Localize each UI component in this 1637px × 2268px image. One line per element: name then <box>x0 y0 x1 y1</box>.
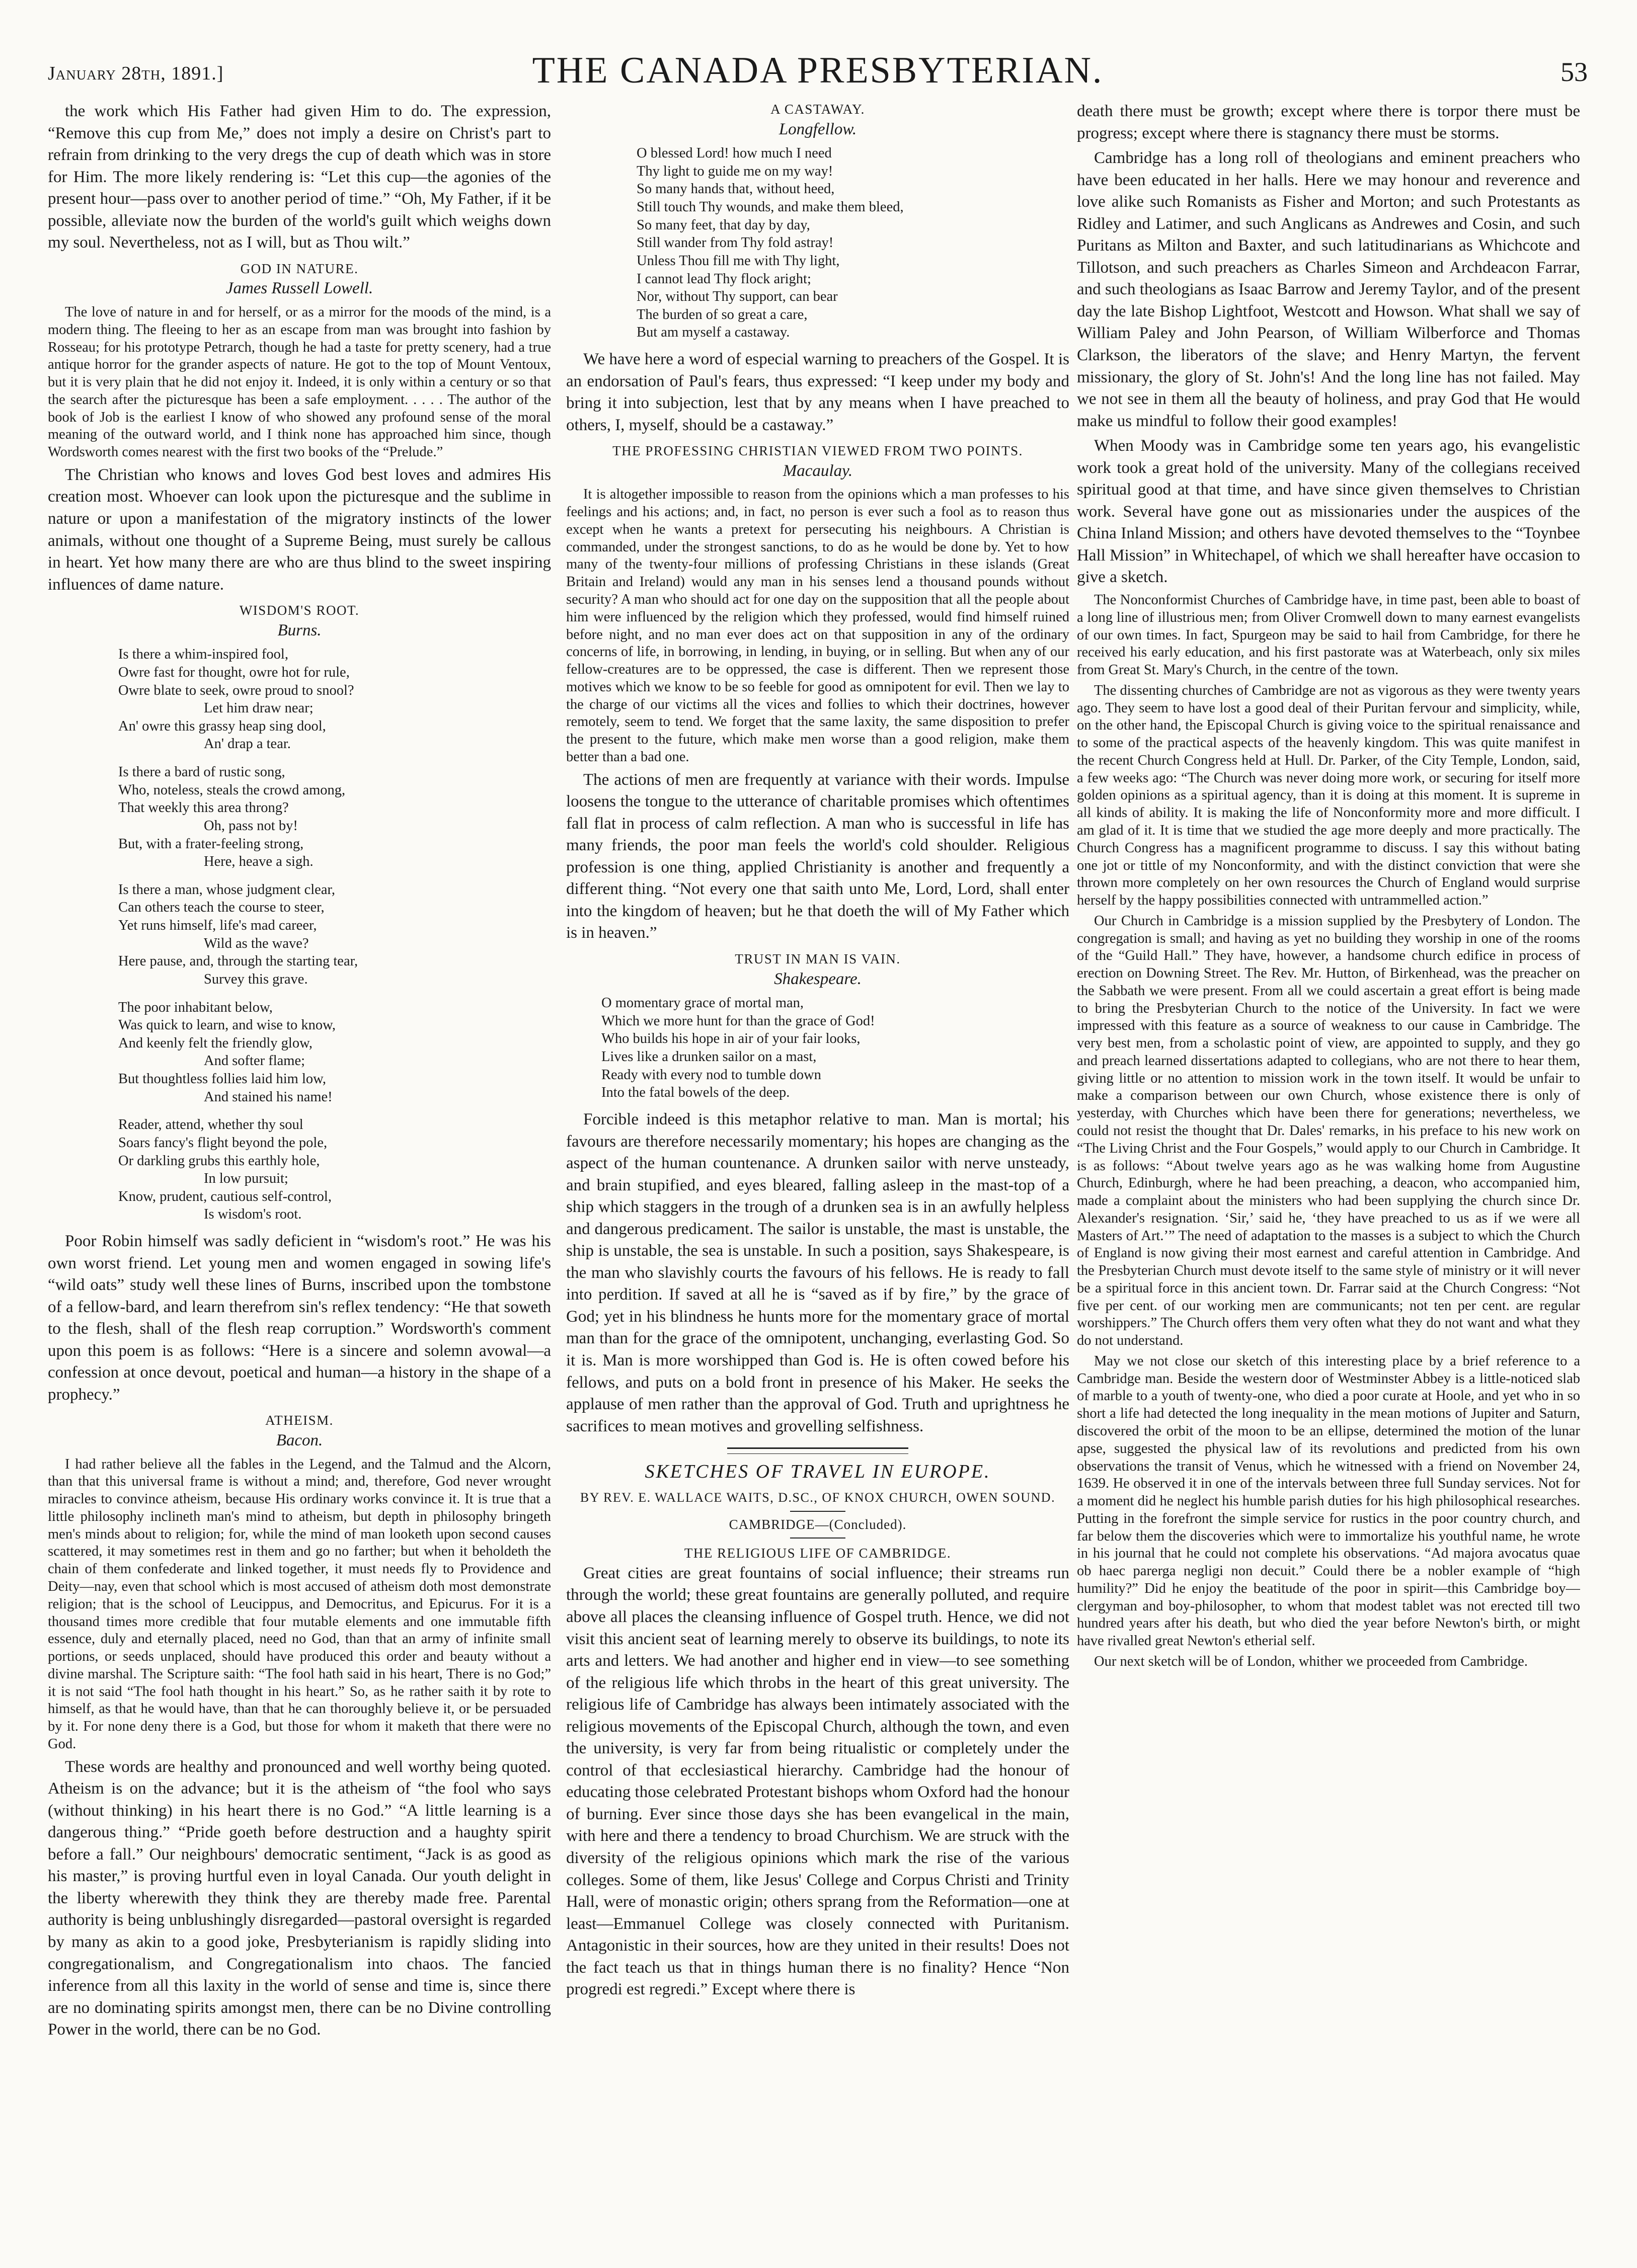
poem-line: Is there a man, whose judgment clear, <box>118 881 335 898</box>
article-paragraph: The Nonconformist Churches of Cambridge have, in time past, been able to boast of a long line of illustrious men; from Oliver Cromwell down to many earnest evangelists of our own times. In fact, Spurgeon may be said to hail from Cambridge, for there he received his early education, and his first pastorate was at Waterbeach, only six miles from Great St. Mary's Church, in the centre of the town. <box>1077 592 1580 678</box>
poem-line: Into the fatal bowels of the deep. <box>601 1085 790 1101</box>
poem-line: And keenly felt the friendly glow, <box>118 1035 313 1051</box>
page-number: 53 <box>1561 57 1588 87</box>
quote-paragraph: It is altogether impossible to reason from the opinions which a man professes to his feelings and his actions; and, in fact, no person is ever such a fool as to reason thus except when he wants a pretext for persecuting his neighbours. A Christian is commanded, under the strongest sanctions, to do as he would be done by. Yet to how many of the twenty-four millions of professing Christians in these islands (Great Britain and Ireland) would any man in his senses lend a thousand pounds without security? A man who should act for one day on the supposition that all the people about him were influenced by the religion which they professed, would find himself ruined before night, and no man ever does act on that supposition in any of the ordinary concerns of life, in borrowing, in lending, in buying, or in selling. But when any of our fellow-creatures are to be oppressed, the case is different. Then we represent those motives which we know to be so feeble for good as omnipotent for evil. Then we lay to the charge of our victims all the vices and follies to which their doctrines, however remotely, seem to tend. We forget that the same laxity, the same disposition to prefer the present to the future, which make men worse than a good religion, make them better than a bad one. <box>566 487 1069 765</box>
article-paragraph: Cambridge has a long roll of theologians and eminent preachers who have been educated in her halls. Here we may honour and reverence and love alike such Romanists as Fisher and Morton; and such Protestants as Ridley and Latimer, and such Anglicans as Andrewes and Cosin, and such Puritans as Milton and Baxter, and such latitudinarians as Whichcote and Tillotson, and such preachers as Charles Simeon and Archdeacon Farrar, and such theologians as Isaac Barrow and Jeremy Taylor, and of the present day the late Bishop Lightfoot, Westcott and Howson. What shall we say of William Paley and John Pearson, of William Wilberforce and Thomas Clarkson, the liberators of the slave; and Henry Martyn, the fervent missionary, the glory of St. John's! And the long line has not failed. May we not see in them all the beauty of holiness, and pray God that He would make us mindful to follow their good examples! <box>1077 149 1580 430</box>
poem-line: Lives like a drunken sailor on a mast, <box>601 1049 817 1065</box>
poem-line: And stained his name! <box>204 1089 333 1105</box>
column-left <box>48 101 551 2239</box>
poem-line: Soars fancy's flight beyond the pole, <box>118 1135 328 1151</box>
poem-line: Ready with every nod to tumble down <box>601 1067 821 1083</box>
article-paragraph: Our Church in Cambridge is a mission supplied by the Presbytery of London. The congregation is small; and having as yet no building they worship in one of the rooms of the “Guild Hall.” They have, however, a handsome church edifice in process of erection on Downing Street. The Rev. Mr. Hutton, of Birkenhead, was the preacher on the Sabbath we were present. From all we could ascertain a great effort is being made to bring the Presbyterian Church to the notice of the University. In fact we were impressed with this feature as a source of weakness to our cause in Cambridge. The very best men, from a scholastic point of view, are appointed to supply, and they go and preach learned dissertations adapted to collegians, who are not there to hear them, giving little or no attention to mission work in the town itself. It would be unfair to make a comparison between our own Church, whose existence there is only of yesterday, with Churches which have been there for generations; nevertheless, we could not resist the thought that Dr. Dales' remarks, in his preface to his new work on “The Living Christ and the Four Gospels,” would apply to our Church in Cambridge. It is as follows: “About twelve years ago as he was walking home from Augustine Church, Edinburgh, where he had been preaching, a deacon, who accompanied him, made a complaint about the ministers who had been supplying the church since Dr. Alexander's resignation. ‘Sir,’ said he, ‘they have preached to us as if we were all Masters of Art.’” The need of adaptation to the masses is a subject to which the Church of England is now giving their most earnest and careful attention in Cambridge. And the Presbyterian Church must devote itself to the same style of ministry or it will never be a spiritual force in this ancient town. Dr. Farrar said at the Church Congress: “Not five per cent. of our working men are communicants; not ten per cent. are regular worshippers.” The Church offers them very often what they do not want and what they do not understand. <box>1077 913 1580 1349</box>
poem-line: In low pursuit; <box>204 1171 288 1187</box>
poem-line: Was quick to learn, and wise to know, <box>118 1017 336 1033</box>
poem-line: Is wisdom's root. <box>204 1206 302 1223</box>
short-divider <box>790 1537 845 1538</box>
article-part: CAMBRIDGE—(Concluded). <box>729 1516 907 1532</box>
poem-line: I cannot lead Thy flock aright; <box>637 271 811 287</box>
poem-trust-in-man <box>566 994 1069 1102</box>
column-middle <box>566 101 1069 2239</box>
commentary-paragraph: We have here a word of especial warning to preachers of the Gospel. It is an endorsation of Paul's fears, thus expressed: “I keep under my body and bring it into subjection, lest that by any means when I have preached to others, I, myself, should be a castaway.” <box>566 350 1069 434</box>
section-author: Burns. <box>277 621 322 639</box>
poem-line: Who builds his hope in air of your fair looks, <box>601 1031 861 1047</box>
poem-line: O blessed Lord! how much I need <box>637 145 832 161</box>
commentary-paragraph: Poor Robin himself was sadly deficient in “wisdom's root.” He was his own worst friend. Let young men and women engaged in sowing life's “wild oats” study well these lines of Burns, inscribed upon the tombstone of a fellow-bard, and learn therefrom sin's reflex tendency: “He that soweth to the flesh, shall of the flesh reap corruption.” Wordsworth's comment upon this poem is as follows: “Here is a sincere and solemn avowal—a confession at once devout, poetical and human—a history in the shape of a prophecy.” <box>48 1232 551 1404</box>
poem-line: Owre fast for thought, owre hot for rule, <box>118 664 350 680</box>
poem-line: But, with a frater-feeling strong, <box>118 836 304 852</box>
article-paragraph: May we not close our sketch of this interesting place by a brief reference to a Cambridge man. Beside the western door of Westminster Abbey is a little-noticed slab of marble to a youth of twenty-one, who died a poor curate at Hoole, and yet who in so short a life had detected the long inequality in the mean motions of Jupiter and Saturn, discovered the orbit of the moon to be an ellipse, determined the motion of the lunar apse, suggested the physical law of its revolutions and predicted from his own observations the transit of Venus, which he witnessed with a friend on November 24, 1639. He observed it in one of the intervals between three full Sunday services. Not for a moment did he neglect his humble parish duties for his high philosophical researches. Putting in the forefront the simple service for rustics in the poor country church, and far below them the discoveries which were to immortalize his youthful name, he wrote in his journal that he could not complete his observations. “Ad majora avocatus quae ob haec parerga negligi non decuit.” Could there be a nobler example of “high humility?” Did he enjoy the beatitude of the poor in spirit—this Cambridge boy—clergyman and boy-philosopher, to whom that modest tablet was not erected till two hundred years after his death, but who died the year before Newton's birth, or might have rivalled great Newton's etherial self. <box>1077 1353 1580 1649</box>
poem-line: And softer flame; <box>204 1053 305 1069</box>
commentary-paragraph: Forcible indeed is this metaphor relative to man. Man is mortal; his favours are therefore necessarily momentary; his hopes are changing as the aspect of the human countenance. A drunken sailor with nerve unsteady, and brain stupified, and eyes bleared, falling asleep in the mast-top of a ship which staggers in the trough of a drunken sea is in an awfully helpless and dangerous predicament. The sailor is unstable, the mast is unstable, the ship is unstable, the sea is unstable. In such a position, says Shakespeare, is the man who slavishly courts the favours of his fellows. He is ready to fall into perdition. If saved at all he is “saved as if by fire,” by the grace of God; yet in his blindness he hunts more for the momentary grace of mortal man than for the grace of the omnipotent, unchanging, everlasting God. So it is. Man is more worshipped than God is. He is often cowed before his fellows, and puts on a bold front in presence of his Maker. He seeks the applause of men rather than the approval of God. Truth and uprightness he sacrifices to mean motives and grovelling selfishness. <box>566 1110 1069 1435</box>
poem-line: Let him draw near; <box>204 700 314 716</box>
column-right <box>1077 101 1580 2239</box>
poem-line: Oh, pass not by! <box>204 818 298 834</box>
poem-line: The poor inhabitant below, <box>118 999 273 1015</box>
poem-line: Owre blate to seek, owre proud to snool? <box>118 682 354 698</box>
poem-line: So many hands that, without heed, <box>637 181 835 197</box>
intro-paragraph: the work which His Father had given Him to do. The expression, “Remove this cup from Me,” does not imply a desire on Christ's part to refrain from drinking to the very dregs the cup of death which was in store for Him. The more likely rendering is: “Let this cup—the agonies of the present hour—pass over to another period of time.” “Oh, My Father, if it be possible, alleviate now the burden of the world's guilt which weighs down my soul. Nevertheless, not as I will, but as Thou wilt.” <box>48 102 551 252</box>
poem-line: So many feet, that day by day, <box>637 217 810 233</box>
commentary-paragraph: These words are healthy and pronounced and well worthy being quoted. Atheism is on the advance; but it is the atheism of “the fool who says (without thinking) in his heart there is no God.” “A little learning is a dangerous thing.” “Pride goeth before destruction and a haughty spirit before a fall.” Our neighbours' democratic sentiment, “Jack is as good as his master,” is proving hurtful even in loyal Canada. Our youth delight in the liberty wherewith they think they are thereby made free. Parental authority is being unblushingly disregarded—pastoral oversight is regarded by many as akin to a good joke, Presbyterianism is rapidly sliding into congregationalism, and Congregationalism into chaos. The fancied inference from all this laxity in the world of sense and time is, since there are no dominating spirits amongst men, there can be no Divine controlling Power in the world, there can be no God. <box>48 1757 551 2039</box>
article-title: SKETCHES OF TRAVEL IN EUROPE. <box>645 1461 991 1483</box>
quote-paragraph: The love of nature in and for herself, or as a mirror for the moods of the mind, is a modern thing. The fleeing to her as an escape from man was brought into fashion by Rosseau; for his prototype Petrarch, though he had a taste for pretty scenery, had a true antique horror for the grander aspects of nature. He got to the top of Mount Ventoux, but it is very plain that he did not enjoy it. Indeed, it is only within a century or so that the search after the picturesque has been a safe employment. . . . . The author of the book of Job is the earliest I know of who showed any profound sense of the moral meaning of the outward world, and I think none has approached him since, though Wordsworth comes nearest with the first two books of the “Prelude.” <box>48 304 551 460</box>
poem-line: That weekly this area throng? <box>118 800 289 816</box>
poem-line: Yet runs himself, life's mad career, <box>118 918 317 934</box>
section-heading-atheism: ATHEISM. <box>265 1413 334 1428</box>
poem-castaway <box>566 144 1069 342</box>
masthead-title: THE CANADA PRESBYTERIAN. <box>532 50 1104 91</box>
poem-line: The burden of so great a care, <box>637 306 808 322</box>
section-author: Longfellow. <box>778 120 857 138</box>
poem-line: Here, heave a sigh. <box>204 854 314 870</box>
article-paragraph: When Moody was in Cambridge some ten years ago, his evangelistic work took a great hold of the university. Many of the collegians received spiritual good at that time, and have since given themselves to Christian work. Several have gone out as missionaries under the auspices of the China Inland Mission; and others have devoted themselves to the “Toynbee Hall Mission” in Whitechapel, of which we shall hereafter have occasion to give a sketch. <box>1077 437 1580 587</box>
section-author: James Russell Lowell. <box>225 279 373 298</box>
page-header <box>48 44 1588 105</box>
section-heading-trust-in-man: TRUST IN MAN IS VAIN. <box>735 951 901 967</box>
poem-line: An' owre this grassy heap sing dool, <box>118 718 326 734</box>
article-paragraph: Great cities are great fountains of social influence; their streams run through the world; these great fountains are generally polluted, and require above all places the cleansing influence of Gospel truth. Hence, we did not visit this ancient seat of learning merely to observe its buildings, to note its arts and letters. We had another and higher end in view—to see something of the religious life which throbs in the heart of this great university. The religious life of Cambridge has always been intimately associated with the religious movements of the Episcopal Church, although the town, and even the university, is very far from being ritualistic or completely under the control of that ecclesiastical hierarchy. Cambridge had the honour of educating those celebrated Protestant bishops whom Oxford had the honour of burning. Ever since those days she has been evangelical in the main, with here and there a tendency to broad Churchism. We are struck with the diversity of the religious opinions which mark the rise of the various colleges. Some of them, like Jesus' College and Corpus Christi and Trinity Hall, were of monastic origin; others sprang from the Reformation—one at least—Emmanuel College was closely connected with Puritanism. Antagonistic in their sources, how are they united in their results! Does not the fact teach us that in things human there is no finality? Hence “Non progredi est regredi.” Except where there is <box>566 1564 1069 1999</box>
quote-paragraph: I had rather believe all the fables in the Legend, and the Talmud and the Alcorn, than that this universal frame is without a mind; and, therefore, God never wrought miracles to convince atheism, because His ordinary works convince it. It is true that a little philosophy inclineth man's mind to atheism, but depth in philosophy bringeth men's minds about to religion; for, while the mind of man looketh upon second causes scattered, it may sometimes rest in them and go no farther; but when it beholdeth the chain of them confederate and linked together, it must needs fly to Providence and Deity—nay, even that school which is most accused of atheism doth most demonstrate religion; that is the school of Leucippus, and Democritus, and Epicurus. For it is a thousand times more credible that four mutable elements and one immutable fifth essence, duly and eternally placed, need no God, than that an army of infinite small portions, or seeds unplaced, should have produced this order and beauty without a divine marshal. The Scripture saith: “The fool hath said in his heart, There is no God;” it is not said “The fool hath thought in his heart.” So, as he rather saith it by rote to himself, as that he would have, than that he can thoroughly believe it, or be persuaded by it. For none deny there is a God, but those for whom it maketh that there were no God. <box>48 1456 551 1752</box>
poem-line: An' drap a tear. <box>204 736 291 752</box>
section-author: Bacon. <box>276 1431 323 1450</box>
poem-line: O momentary grace of mortal man, <box>601 995 804 1011</box>
article-paragraph: The dissenting churches of Cambridge are not as vigorous as they were twenty years ago. They seem to have lost a good deal of their Puritan fervour and simplicity, while, on the other hand, the Episcopal Church is giving voice to the spiritual renaissance and to some of the practical aspects of the heavenly kingdom. This was quite manifest in the recent Church Congress held at Hull. Dr. Parker, of the City Temple, London, said, a few weeks ago: “The Church was never doing more work, or securing for itself more golden opinions as a spiritual agency, than it is doing at this moment. It is supreme in all kinds of ability. It is making the life of Nonconformity more and more difficult. I am glad of it. It is time that we studied the age more deeply and more practically. The Church Congress has a magnificent programme to discuss. I say this without bating one jot or tittle of my Nonconformity, and with the distinct conviction that were she thrown more completely on her own resources the Church of England would surprise herself by the happy possibilities connected with untrammelled action.” <box>1077 682 1580 909</box>
poem-line: Who, noteless, steals the crowd among, <box>118 782 346 798</box>
poem-line: Which we more hunt for than the grace of God! <box>601 1013 875 1029</box>
poem-line: But thoughtless follies laid him low, <box>118 1071 326 1087</box>
poem-line: Is there a bard of rustic song, <box>118 764 285 780</box>
section-author: Shakespeare. <box>774 969 862 988</box>
commentary-paragraph: The actions of men are frequently at variance with their words. Impulse loosens the tongue to the utterance of charitable promises which oftentimes fall flat in process of calm reflection. A man who is successful in life has many friends, the poor man feels the world's cold shoulder. Religious profession is one thing, applied Christianity is another and frequently a different thing. “Not every one that saith unto Me, Lord, Lord, shall enter into the kingdom of heaven; but he that doeth the will of My Father which is in heaven.” <box>566 770 1069 942</box>
poem-line: Still wander from Thy fold astray! <box>637 235 834 251</box>
poem-line: Is there a whim-inspired fool, <box>118 646 288 663</box>
poem-line: Nor, without Thy support, can bear <box>637 289 838 305</box>
poem-line: Know, prudent, cautious self-control, <box>118 1188 332 1204</box>
poem-line: Can others teach the course to steer, <box>118 900 325 916</box>
article-subheading: THE RELIGIOUS LIFE OF CAMBRIDGE. <box>684 1546 952 1561</box>
commentary-paragraph: The Christian who knows and loves God best loves and admires His creation most. Whoever can look upon the picturesque and the sublime in nature or upon a manifestation of the migratory instincts of the lower animals, without one thought of a Supreme Being, must surely be callous in heart. Yet how many there are who are thus blind to the sweet inspiring influences of dame nature. <box>48 465 551 594</box>
poem-line: Or darkling grubs this earthly hole, <box>118 1153 320 1169</box>
article-paragraph: death there must be growth; except where there is torpor there must be progress; except where there is stagnancy there must be storms. <box>1077 102 1580 142</box>
section-heading-professing-christian: THE PROFESSING CHRISTIAN VIEWED FROM TWO POINTS. <box>612 443 1023 459</box>
poem-line: Wild as the wave? <box>204 935 309 951</box>
poem-line: Reader, attend, whether thy soul <box>118 1117 303 1133</box>
section-heading-wisdoms-root: WISDOM'S ROOT. <box>239 603 360 618</box>
poem-line: Here pause, and, through the starting tear, <box>118 953 358 969</box>
section-heading-castaway: A CASTAWAY. <box>770 102 865 117</box>
poem-line: But am myself a castaway. <box>637 325 790 341</box>
article-paragraph: Our next sketch will be of London, whither we proceeded from Cambridge. <box>1094 1653 1528 1669</box>
short-divider <box>790 1511 845 1512</box>
poem-line: Survey this grave. <box>204 971 308 987</box>
poem-wisdoms-root <box>48 645 551 1224</box>
section-author: Macaulay. <box>783 461 853 480</box>
poem-line: Unless Thou fill me with Thy light, <box>637 253 840 269</box>
poem-line: Still touch Thy wounds, and make them bleed, <box>637 199 904 215</box>
section-heading-god-in-nature: GOD IN NATURE. <box>240 261 359 276</box>
issue-date: January 28th, 1891.] <box>48 63 224 84</box>
article-byline: BY REV. E. WALLACE WAITS, D.SC., OF KNOX CHURCH, OWEN SOUND. <box>580 1490 1056 1505</box>
poem-line: Thy light to guide me on my way! <box>637 163 833 179</box>
section-divider <box>727 1447 908 1454</box>
